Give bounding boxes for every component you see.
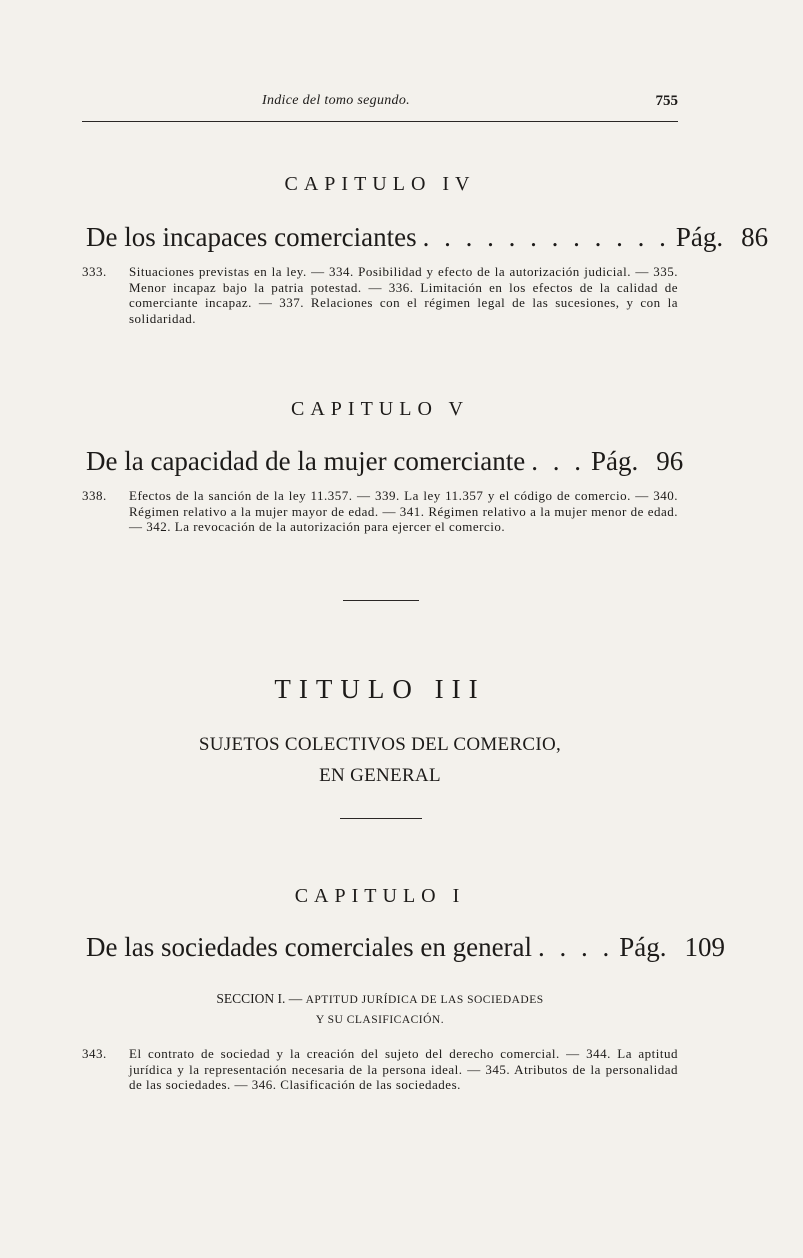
chapter-v-leader-dots: . . .: [531, 446, 586, 476]
chapter-v-title-line: [86, 446, 684, 477]
chapter-iv-label: CAPITULO IV: [284, 173, 476, 195]
chapter-i-entries-text: El contrato de sociedad y la creación del sujeto del derecho comercial. — 344. La aptitud jurídica y la representación necesaria de la persona ideal. — 345. Atributos de la personalidad de las sociedades. — 346. Clasificación de las sociedades.: [129, 1046, 678, 1093]
titulo-iii-subtitle-line2: EN GENERAL: [319, 765, 441, 786]
page-number: 755: [655, 93, 678, 109]
chapter-iv-entry-number: 333.: [82, 264, 107, 279]
chapter-iv-leader-dots: . . . . . . . . . . . .: [422, 222, 670, 252]
seccion-heading: [82, 989, 678, 1030]
chapter-iv-entries: [82, 264, 678, 327]
titulo-iii-subtitle-line1: SUJETOS COLECTIVOS DEL COMERCIO,: [198, 734, 562, 755]
chapter-i-page-ref: [619, 932, 725, 963]
chapter-i-leader-dots: . . . .: [538, 932, 614, 962]
chapter-v-page-ref: [591, 446, 683, 477]
running-head-title: Indice del tomo segundo.: [262, 93, 410, 108]
chapter-i-entry-number: 343.: [82, 1046, 107, 1061]
chapter-iv-title: De los incapaces comerciantes: [86, 222, 417, 252]
chapter-i-entries: [82, 1046, 678, 1093]
chapter-v-pag-label: Pág.: [591, 446, 639, 476]
header-rule: [82, 121, 678, 122]
chapter-i-title: De las sociedades comerciales en general: [86, 932, 533, 962]
section-divider-rule: [343, 600, 419, 601]
chapter-iv-entries-text: Situaciones previstas en la ley. — 334. Posibilidad y efecto de la autorización judicial. — 335. Menor incapaz bajo la patria potestad. — 336. Limitación en los efectos de la calidad de comerciante incapaz. — 337. Relaciones con el régimen legal de las sucesiones, y con la solidaridad.: [129, 264, 678, 327]
chapter-iv-page-ref: [676, 222, 768, 253]
seccion-prefix: SECCION I. —: [216, 991, 303, 1006]
chapter-v-entry-number: 338.: [82, 488, 107, 503]
chapter-v-entries: [82, 488, 678, 535]
chapter-i-title-line: [86, 932, 726, 963]
chapter-iv-title-line: [86, 222, 769, 253]
seccion-title: APTITUD JURÍDICA DE LAS SOCIEDADES: [305, 994, 544, 1006]
chapter-i-pag-number: 109: [684, 932, 726, 962]
titulo-iii-label: TITULO III: [274, 674, 486, 704]
chapter-i-label: CAPITULO I: [294, 885, 466, 907]
chapter-i-pag-label: Pág.: [619, 932, 667, 962]
chapter-v-pag-number: 96: [656, 446, 684, 476]
chapter-v-title: De la capacidad de la mujer comerciante: [86, 446, 526, 476]
titulo-divider-rule: [340, 818, 422, 819]
seccion-line1: [82, 989, 678, 1010]
chapter-v-label: CAPITULO V: [291, 398, 469, 420]
chapter-iv-pag-label: Pág.: [675, 222, 724, 252]
seccion-line2: Y SU CLASIFICACIÓN.: [315, 1014, 445, 1026]
chapter-v-entries-text: Efectos de la sanción de la ley 11.357. — 339. La ley 11.357 y el código de comercio. — 340. Régimen relativo a la mujer mayor de edad. — 341. Régimen relativo a la mujer menor de edad. — 342. La revocación de la autorización para ejercer el comercio.: [129, 488, 678, 535]
chapter-iv-pag-number: 86: [741, 222, 769, 252]
